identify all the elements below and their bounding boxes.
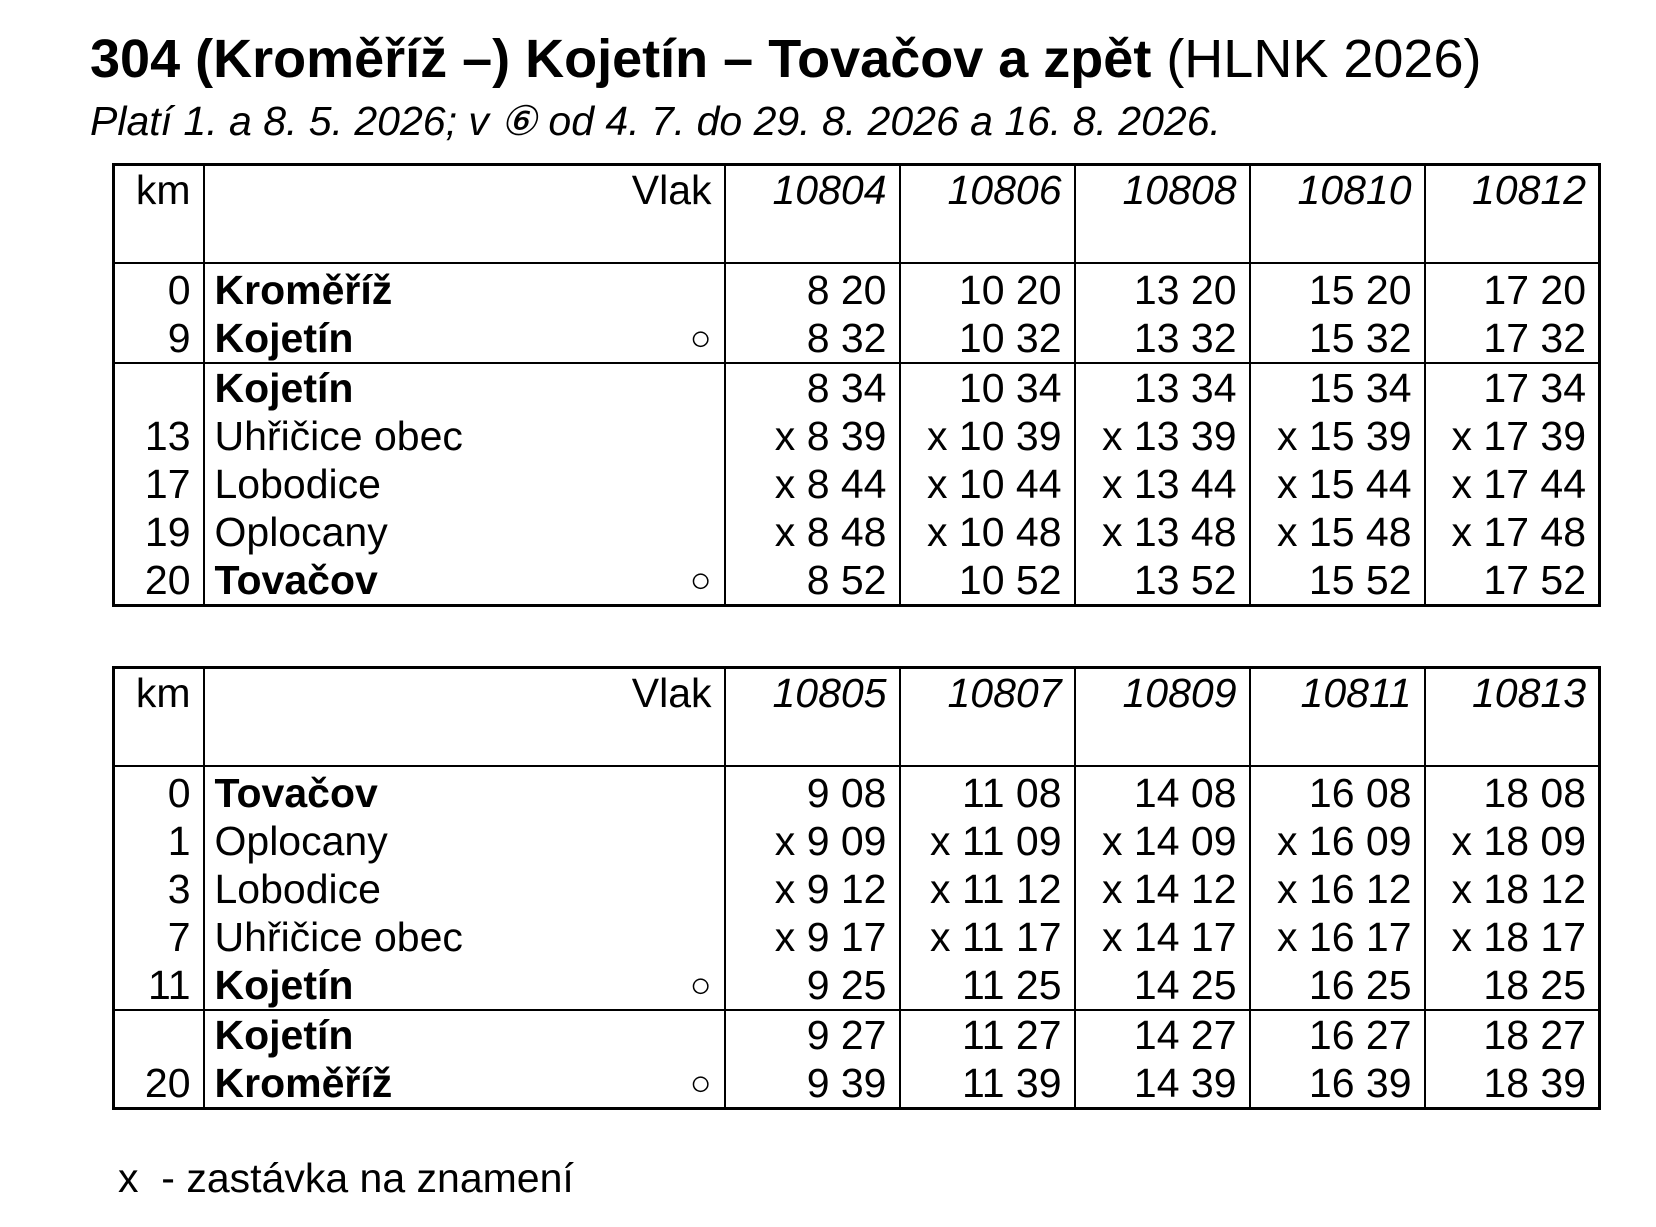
time-cell: x 11 09	[900, 817, 1075, 865]
time-cell: 17 34	[1483, 365, 1586, 411]
time-cell: x 16 09	[1250, 817, 1425, 865]
train-number: 10811	[1250, 668, 1425, 767]
time-cell: 13 20	[1075, 263, 1250, 314]
table-row	[114, 865, 1600, 913]
km-cell: 1	[114, 817, 204, 865]
station-cell	[204, 412, 725, 460]
time-cell: 15 52	[1250, 556, 1425, 606]
train-number: 10807	[900, 668, 1075, 767]
time-cell: x 9 12	[725, 865, 900, 913]
time-cell: 14 25	[1075, 961, 1250, 1010]
time-cell: 10 52	[900, 556, 1075, 606]
table-row	[114, 913, 1600, 961]
station-cell	[204, 460, 725, 508]
station-name: Tovačov	[214, 770, 378, 816]
time-cell: 15 32	[1250, 314, 1425, 363]
time-cell: x 14 17	[1075, 913, 1250, 961]
station-name: Kroměříž	[214, 267, 393, 313]
time-cell: 18 08	[1483, 770, 1586, 816]
table-row	[114, 508, 1600, 556]
station-name: Kroměříž	[214, 1060, 393, 1106]
table-row	[114, 766, 1600, 817]
station-cell	[204, 913, 725, 961]
station-name: Lobodice	[214, 461, 381, 507]
time-cell: 13 32	[1075, 314, 1250, 363]
time-cell: 9 25	[725, 961, 900, 1010]
title-season: (HLNK 2026)	[1166, 29, 1482, 89]
time-cell: 15 20	[1250, 263, 1425, 314]
table-row	[114, 460, 1600, 508]
station-name: Uhřičice obec	[214, 914, 463, 960]
time-cell: x 18 09	[1451, 818, 1586, 864]
table-row	[114, 412, 1600, 460]
time-cell: 11 25	[900, 961, 1075, 1010]
table-row	[114, 314, 1600, 363]
time-cell: 13 52	[1075, 556, 1250, 606]
time-cell: x 8 39	[725, 412, 900, 460]
timetable-return	[112, 666, 1601, 1110]
time-cell: 11 39	[900, 1059, 1075, 1109]
time-cell: x 18 17	[1451, 914, 1586, 960]
time-cell: 17 52	[1483, 557, 1586, 603]
station-cell	[204, 1059, 725, 1109]
time-cell: 11 08	[900, 766, 1075, 817]
time-cell: 11 27	[900, 1010, 1075, 1059]
km-cell: 19	[114, 508, 204, 556]
header-row	[114, 668, 1600, 767]
station-cell	[204, 1010, 725, 1059]
station-cell	[204, 766, 725, 817]
station-cell	[204, 508, 725, 556]
time-cell: x 18 12	[1451, 866, 1586, 912]
station-cell	[204, 865, 725, 913]
train-number: 10808	[1075, 165, 1250, 264]
time-cell: 17 32	[1425, 314, 1600, 363]
table-row	[114, 263, 1600, 314]
station-name: Oplocany	[214, 818, 388, 864]
train-number: 10805	[725, 668, 900, 767]
train-number: 10810	[1250, 165, 1425, 264]
km-cell: 0	[114, 263, 204, 314]
page-title	[90, 28, 1481, 90]
train-number: 10806	[900, 165, 1075, 264]
time-cell: x 14 12	[1075, 865, 1250, 913]
km-cell: 13	[114, 412, 204, 460]
station-cell	[204, 556, 725, 606]
time-cell: x 16 17	[1250, 913, 1425, 961]
time-cell: 14 27	[1075, 1010, 1250, 1059]
time-cell: x 13 39	[1075, 412, 1250, 460]
time-cell: x 9 09	[725, 817, 900, 865]
time-cell: x 8 44	[725, 460, 900, 508]
train-header: Vlak	[204, 668, 725, 767]
table-row	[114, 556, 1600, 606]
train-number: 10812	[1425, 165, 1600, 264]
station-cell	[204, 263, 725, 314]
train-number: 10804	[725, 165, 900, 264]
station-name: Kojetín	[214, 1012, 354, 1058]
time-cell: 10 20	[900, 263, 1075, 314]
station-name: Tovačov	[214, 557, 378, 603]
title-route: 304 (Kroměříž –) Kojetín – Tovačov a zpět	[90, 29, 1152, 89]
time-cell: 8 52	[725, 556, 900, 606]
time-cell: 18 39	[1483, 1060, 1586, 1106]
time-cell: x 17 39	[1451, 413, 1586, 459]
time-cell: 16 08	[1250, 766, 1425, 817]
km-cell: 0	[114, 766, 204, 817]
km-cell: 17	[114, 460, 204, 508]
table-row	[114, 363, 1600, 412]
validity-note: Platí 1. a 8. 5. 2026; v ⑥ od 4. 7. do 29. 8. 2026 a 16. 8. 2026.	[90, 98, 1221, 144]
time-cell: x 16 12	[1250, 865, 1425, 913]
connection-mark-icon: ○	[689, 964, 712, 1005]
km-header: km	[114, 668, 204, 767]
time-cell: x 9 17	[725, 913, 900, 961]
table-row	[114, 961, 1600, 1010]
km-cell: 3	[114, 865, 204, 913]
station-name: Kojetín	[214, 315, 354, 361]
time-cell: 17 20	[1483, 267, 1586, 313]
time-cell: x 13 44	[1075, 460, 1250, 508]
table-row	[114, 1010, 1600, 1059]
time-cell: 14 08	[1075, 766, 1250, 817]
time-cell: 9 27	[725, 1010, 900, 1059]
table-row	[114, 817, 1600, 865]
train-number: 10813	[1425, 668, 1600, 767]
time-cell: x 17 44	[1451, 461, 1586, 507]
time-cell: 13 34	[1075, 363, 1250, 412]
legend-request-stop: x - zastávka na znamení	[118, 1155, 574, 1201]
km-cell: 20	[114, 1059, 204, 1109]
station-name: Lobodice	[214, 866, 381, 912]
header-row	[114, 165, 1600, 264]
time-cell: 16 27	[1250, 1010, 1425, 1059]
time-cell: x 10 44	[900, 460, 1075, 508]
time-cell: 18 25	[1425, 961, 1600, 1010]
time-cell: 16 25	[1250, 961, 1425, 1010]
time-cell: 8 20	[725, 263, 900, 314]
time-cell: 8 32	[725, 314, 900, 363]
station-cell	[204, 817, 725, 865]
station-cell	[204, 363, 725, 412]
km-cell: 20	[114, 556, 204, 606]
connection-mark-icon: ○	[689, 317, 712, 358]
time-cell: x 10 48	[900, 508, 1075, 556]
station-cell	[204, 314, 725, 363]
km-header: km	[114, 165, 204, 264]
time-cell: 15 34	[1250, 363, 1425, 412]
time-cell: x 13 48	[1075, 508, 1250, 556]
station-name: Kojetín	[214, 365, 354, 411]
km-cell: 7	[114, 913, 204, 961]
time-cell: 10 34	[900, 363, 1075, 412]
time-cell: 16 39	[1250, 1059, 1425, 1109]
time-cell: x 14 09	[1075, 817, 1250, 865]
time-cell: 18 27	[1483, 1012, 1586, 1058]
time-cell: 9 08	[725, 766, 900, 817]
connection-mark-icon: ○	[689, 559, 712, 600]
station-cell	[204, 961, 725, 1010]
time-cell: x 8 48	[725, 508, 900, 556]
time-cell: 9 39	[725, 1059, 900, 1109]
km-cell: 9	[114, 314, 204, 363]
station-name: Kojetín	[214, 962, 354, 1008]
timetable-body	[114, 766, 1600, 1109]
station-name: Oplocany	[214, 509, 388, 555]
km-cell	[114, 363, 204, 412]
train-number: 10809	[1075, 668, 1250, 767]
time-cell: x 17 48	[1451, 509, 1586, 555]
time-cell: x 15 48	[1250, 508, 1425, 556]
timetable-body	[114, 263, 1600, 606]
km-cell: 11	[114, 961, 204, 1010]
station-name: Uhřičice obec	[214, 413, 463, 459]
time-cell: 10 32	[900, 314, 1075, 363]
timetable-outbound	[112, 163, 1601, 607]
time-cell: x 15 39	[1250, 412, 1425, 460]
connection-mark-icon: ○	[689, 1062, 712, 1103]
time-cell: 8 34	[725, 363, 900, 412]
train-header: Vlak	[204, 165, 725, 264]
table-row	[114, 1059, 1600, 1109]
time-cell: x 10 39	[900, 412, 1075, 460]
time-cell: 14 39	[1075, 1059, 1250, 1109]
km-cell	[114, 1010, 204, 1059]
time-cell: x 11 12	[900, 865, 1075, 913]
time-cell: x 15 44	[1250, 460, 1425, 508]
time-cell: x 11 17	[900, 913, 1075, 961]
